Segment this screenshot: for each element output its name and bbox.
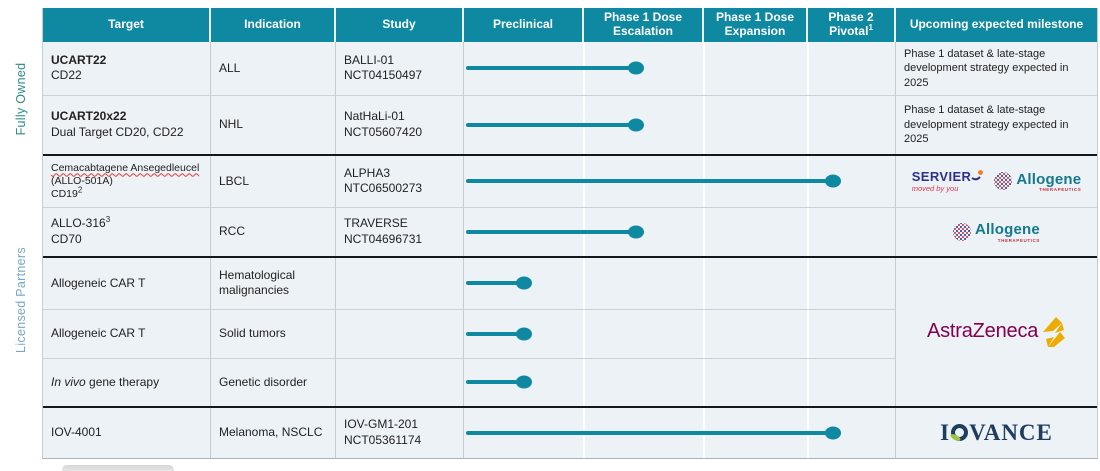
allogene-logo: Allogene THERAPEUTICS — [953, 220, 1040, 244]
progress-dot-icon — [825, 426, 841, 439]
iovance-logo: I VANCE — [940, 419, 1053, 445]
progress-dot-icon — [628, 62, 644, 75]
phase-progress-track — [464, 208, 896, 256]
pipeline-row-ucart22 — [43, 42, 1097, 95]
target-name: ALLO-$316^3$ — [51, 215, 111, 231]
cropped-footnote-artifact — [62, 465, 174, 471]
target-name: In vivo gene therapy — [43, 359, 211, 406]
target-name: Allogeneic CAR T — [43, 258, 211, 309]
phase-progress-track — [464, 96, 896, 154]
progress-dot-icon — [628, 118, 644, 131]
phase-progress-track — [464, 408, 896, 458]
progress-bar — [466, 230, 636, 234]
servier-logo: SERVIER moved by you — [912, 169, 985, 195]
table-header-row — [43, 8, 1097, 42]
target-antigen: $CD19^2$ — [51, 185, 83, 200]
milestone-text: Phase 1 dataset & late-stage development strategy expected in 2025 — [904, 104, 1069, 146]
study-nct: NCT04696731 — [344, 231, 423, 246]
footnote-marker: 3 — [105, 215, 111, 225]
col-header-study: Study — [336, 8, 464, 42]
phase-progress-track — [464, 42, 896, 95]
target-name: UCART20x22 — [51, 109, 127, 124]
allogene-burst-icon — [953, 223, 971, 241]
indication: LBCL — [211, 156, 336, 207]
allogene-logo: Allogene THERAPEUTICS — [994, 170, 1081, 194]
progress-dot-icon — [825, 175, 841, 188]
target-antigen: Dual Target CD20, CD22 — [51, 124, 184, 139]
progress-bar — [466, 123, 636, 127]
pipeline-row-ucart20x22 — [43, 95, 1097, 154]
pipeline-row-iov4001 — [43, 408, 1097, 458]
col-header-phase2-pivotal: Phase 2 Pivotal$^1$ — [808, 8, 896, 42]
group-allogene-partnered — [43, 154, 1097, 256]
target-antigen: CD22 — [51, 68, 82, 83]
progress-bar — [466, 179, 833, 183]
study-nct: NCT05361174 — [344, 432, 422, 447]
group-fully-owned — [43, 42, 1097, 154]
phase-progress-track — [464, 359, 896, 406]
iovance-o-icon — [951, 424, 968, 441]
footnote-marker: 2 — [77, 185, 83, 195]
group-label-licensed-partners: Licensed Partners — [14, 247, 28, 353]
indication: Hematological malignancies — [211, 258, 336, 309]
indication: NHL — [211, 96, 336, 154]
target-name: UCART22 — [51, 52, 107, 67]
indication: RCC — [211, 208, 336, 256]
study-nct: NTC06500273 — [344, 181, 423, 196]
footnote-marker: 1 — [868, 23, 873, 32]
progress-dot-icon — [628, 225, 644, 238]
target-alias: (ALLO-501A) — [51, 174, 113, 187]
progress-dot-icon — [516, 376, 532, 389]
phase-progress-track — [464, 310, 896, 358]
col-header-indication: Indication — [211, 8, 336, 42]
indication: ALL — [211, 42, 336, 95]
target-name: IOV-4001 — [43, 408, 211, 458]
col-header-phase1-escalation: Phase 1 Dose Escalation — [584, 8, 704, 42]
astrazeneca-logo: AstraZeneca — [896, 258, 1097, 406]
indication: Melanoma, NSCLC — [211, 408, 336, 458]
allogene-burst-icon — [994, 172, 1012, 190]
col-header-preclinical: Preclinical — [464, 8, 584, 42]
group-astrazeneca-partnered — [43, 256, 1097, 406]
indication: Solid tumors — [211, 310, 336, 358]
pipeline-row-invivo-gene-therapy — [43, 358, 896, 406]
progress-bar — [466, 431, 833, 435]
target-antigen: CD70 — [51, 231, 82, 246]
phase-progress-track — [464, 258, 896, 309]
progress-dot-icon — [516, 277, 532, 290]
milestone-text: Phase 1 dataset & late-stage development strategy expected in 2025 — [904, 48, 1069, 89]
study-nct: NCT05607420 — [344, 124, 423, 139]
group-iovance-partnered — [43, 406, 1097, 458]
col-header-milestone: Upcoming expected milestone — [896, 8, 1097, 42]
pipeline-row-allo316 — [43, 207, 1097, 256]
study-name: TRAVERSE — [344, 216, 408, 231]
study-name: IOV-GM1-201 — [344, 417, 419, 432]
indication: Genetic disorder — [211, 359, 336, 406]
phase-progress-track — [464, 156, 896, 207]
study-nct: NCT04150497 — [344, 68, 423, 83]
group-label-fully-owned: Fully Owned — [14, 62, 28, 136]
col-header-target: Target — [43, 8, 211, 42]
study-name: NatHaLi-01 — [344, 109, 405, 124]
progress-dot-icon — [516, 327, 532, 340]
progress-bar — [466, 66, 636, 70]
pipeline-table — [42, 8, 1098, 459]
pipeline-row-cema-cel — [43, 156, 1097, 207]
target-name: Allogeneic CAR T — [43, 310, 211, 358]
target-name: Cemacabtagene Ansegedleucel — [51, 161, 200, 174]
col-header-phase1-expansion: Phase 1 Dose Expansion — [704, 8, 808, 42]
study-name: BALLI-01 — [344, 52, 395, 67]
study-name: ALPHA3 — [344, 165, 391, 180]
servier-swoosh-icon — [971, 169, 984, 182]
astrazeneca-wing-icon — [1040, 316, 1066, 348]
pipeline-row-cart-heme — [43, 258, 896, 309]
pipeline-row-cart-solid — [43, 309, 896, 358]
